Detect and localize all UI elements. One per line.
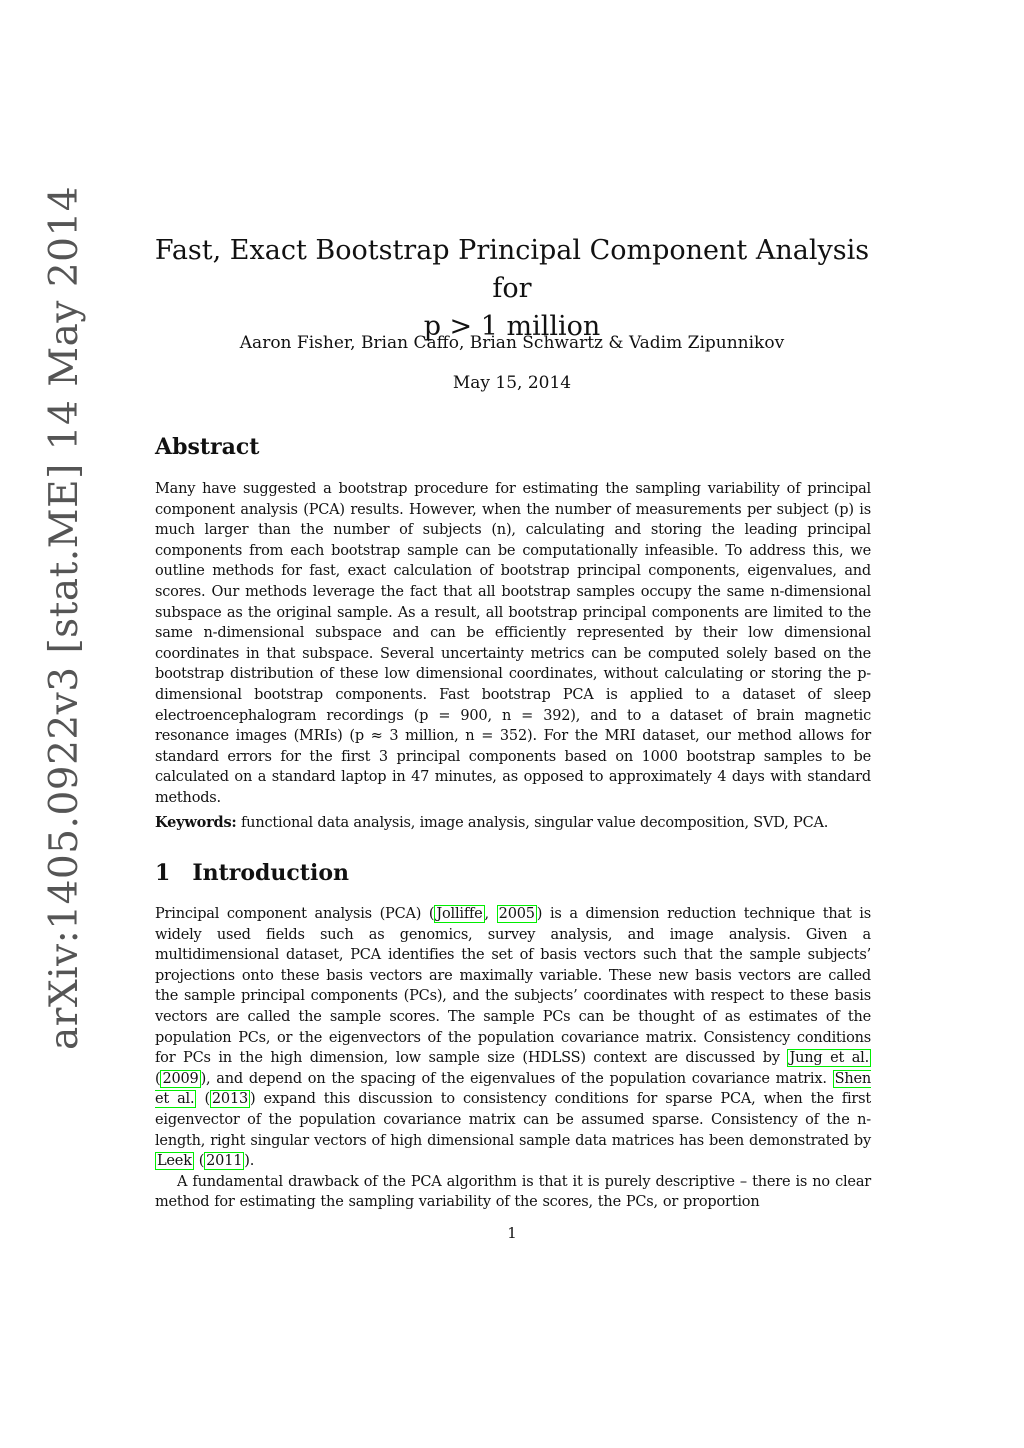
intro-text: . — [249, 1153, 255, 1170]
abstract-heading: Abstract — [155, 434, 260, 460]
arxiv-sidebar-stamp: arXiv:1405.0922v3 [stat.ME] 14 May 2014 — [42, 185, 87, 1050]
intro-text: expand this discussion to consistency conditions for sparse PCA, when the first eigenvector of the population covariance matrix can be assumed sparse. Consistency of the n-length, right singular vectors of high dimensional sample data matrices has been demonstrated by — [155, 1091, 871, 1149]
paper-title-line-1: Fast, Exact Bootstrap Principal Component Analysis for — [154, 235, 870, 304]
publication-date: May 15, 2014 — [452, 373, 572, 393]
keywords-label: Keywords: — [155, 814, 237, 831]
intro-paragraph-1: Principal component analysis (PCA) ( Jolliffe , 2005 ) is a dimension reduction technique that is widely used fields such as genomics, survey analysis, and image analysis. Given a multidimensional dataset, PCA identifies the set of basis vectors such that the sample subjects’ projections onto these basis vectors are maximally variable. These new basis vectors are called the sample principal components (PCs), and the subjects’ coordinates with respect to these basis vectors are called the sample scores. The sample PCs can be thought of as estimates of the population PCs, or the eigenvectors of the population covariance matrix. Consistency conditions for PCs in the high dimension, low sample size (HDLSS) context are discussed by Jung et al. ( 2009 ), and depend on the spacing of the eigenvalues of the population covariance matrix. Shen et al. ( 2013 ) expand this discussion to consistency conditions for sparse PCA, when the first eigenvector of the population covariance matrix can be assumed sparse. Consistency of the n-length, right singular vectors of high dimensional sample data matrices has been demonstrated by Leek ( 2011 ). — [155, 906, 871, 1170]
citation-link-jung-year[interactable]: 2009 — [162, 1070, 199, 1087]
author-list: Aaron Fisher, Brian Caffo, Brian Schwartz & Vadim Zipunnikov — [239, 333, 785, 353]
intro-text: , and depend on the spacing of the eigenvalues of the population covariance matrix. — [206, 1070, 833, 1087]
introduction-body — [155, 904, 871, 1213]
section-number: 1 — [155, 860, 171, 886]
paper-title-line-2: p > 1 million — [423, 311, 601, 342]
intro-text: , — [484, 906, 497, 922]
keywords-text: functional data analysis, image analysis, singular value decomposition, SVD, PCA. — [241, 815, 829, 831]
intro-text: Principal component analysis (PCA) ( — [155, 906, 435, 922]
abstract-body: Many have suggested a bootstrap procedure for estimating the sampling variability of principal component analysis (PCA) results. However, when the number of measurements per subject (p) is much larger than the number of subjects (n), calculating and storing the leading principal components from each bootstrap sample can be computationally infeasible. To address this, we outline methods for fast, exact calculation of bootstrap principal components, eigenvalues, and scores. Our methods leverage the fact that all bootstrap samples occupy the same n-dimensional subspace as the original sample. As a result, all bootstrap principal components are limited to the same n-dimensional subspace and can be efficiently represented by their low dimensional coordinates in that subspace. Several uncertainty metrics can be computed solely based on the bootstrap distribution of these low dimensional coordinates, without calculating or storing the p-dimensional bootstrap components. Fast bootstrap PCA is applied to a dataset of sleep electroencephalogram recordings (p = 900, n = 392), and to a dataset of brain magnetic resonance images (MRIs) (p ≈ 3 million, n = 352). For the MRI dataset, our method allows for standard errors for the first 3 principal components based on 1000 bootstrap samples to be calculated on a standard laptop in 47 minutes, as opposed to approximately 4 days with standard methods. — [155, 481, 871, 806]
intro-text: ) is a dimension reduction technique that is widely used fields such as genomics, survey analysis, and image analysis. Given a multidimensional dataset, PCA identifies the set of basis vectors such that the sample subjects’ projections onto these basis vectors are maximally variable. These new basis vectors are called the sample principal components (PCs), and the subjects’ coordinates with respect to these basis vectors are called the sample scores. The sample PCs can be thought of as estimates of the population PCs, or the eigenvectors of the population covariance matrix. Consistency conditions for PCs in the high dimension, low sample size (HDLSS) context are discussed by — [155, 906, 871, 1067]
paper-title — [150, 232, 874, 346]
intro-paragraph-2: A fundamental drawback of the PCA algorithm is that it is purely descriptive – there is no clear method for estimating the sampling variability of the scores, the PCs, or proportion — [155, 1173, 871, 1211]
citation-link-shen[interactable]: Shen et al. — [155, 1070, 871, 1108]
citation-link-shen-year[interactable]: 2013 — [211, 1091, 249, 1108]
citation-link-jolliffe[interactable]: Jolliffe — [436, 906, 483, 922]
page-number: 1 — [507, 1224, 517, 1242]
section-heading-introduction — [155, 860, 349, 886]
citation-link-leek[interactable]: Leek — [157, 1153, 192, 1170]
citation-link-jung[interactable]: Jung et al. — [789, 1050, 869, 1067]
keywords-line — [155, 813, 871, 834]
citation-link-leek-year[interactable]: 2011 — [206, 1153, 243, 1170]
citation-link-jolliffe-year[interactable]: 2005 — [498, 906, 535, 922]
section-title: Introduction — [192, 860, 349, 886]
